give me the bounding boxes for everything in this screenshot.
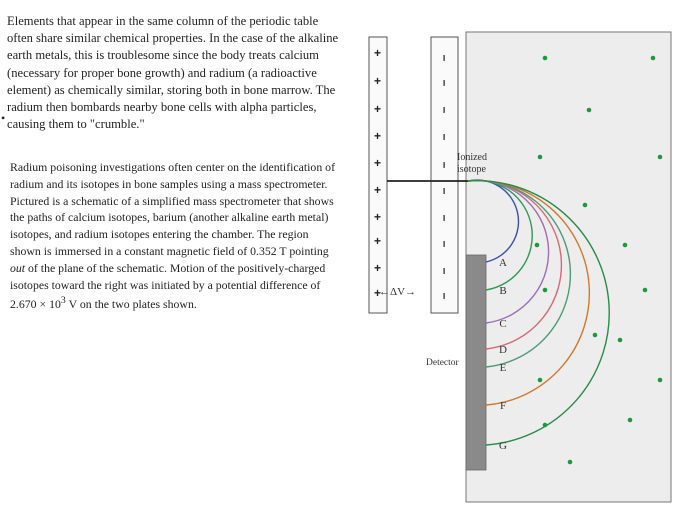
field-dot-1 (543, 56, 548, 61)
path-label-e: E (499, 362, 507, 374)
plus-sign-8: + (374, 234, 382, 248)
field-dot-12 (618, 338, 623, 343)
problem-text-italic: out (10, 260, 26, 275)
bullet-marker: • (1, 111, 6, 125)
field-dot-14 (658, 378, 663, 383)
field-dot-6 (583, 203, 588, 208)
field-dot-10 (643, 288, 648, 293)
path-label-g: G (499, 440, 507, 452)
delta-v-label: ←ΔV→ (379, 286, 417, 298)
field-dot-17 (568, 460, 573, 465)
field-dot-4 (538, 155, 543, 160)
plus-sign-3: + (374, 102, 382, 116)
path-label-c: C (499, 318, 507, 330)
minus-sign-9: – (438, 267, 452, 275)
path-label-b: B (499, 285, 507, 297)
minus-sign-7: – (438, 214, 452, 222)
minus-sign-5: – (438, 161, 452, 169)
plus-sign-10: + (374, 286, 382, 300)
ionized-label: Ionized (457, 152, 487, 163)
plus-sign-4: + (374, 129, 382, 143)
problem-text-exponent: 3 (60, 295, 66, 307)
plus-sign-6: + (374, 183, 382, 197)
isotope-label: isotope (457, 164, 486, 175)
path-label-a: A (499, 257, 507, 269)
minus-sign-1: – (438, 54, 452, 62)
problem-text-part2: of the plane of the schematic. Motion of the positively-charged isotopes toward the right was initiated by a potential difference of 2.670 × 10 (10, 260, 326, 312)
plus-sign-9: + (374, 261, 382, 275)
minus-sign-2: – (438, 79, 452, 87)
field-dot-9 (543, 288, 548, 293)
detector-strip (466, 255, 486, 470)
minus-sign-6: – (438, 187, 452, 195)
field-dot-7 (535, 243, 540, 248)
chamber (466, 32, 671, 502)
plus-sign-5: + (374, 156, 382, 170)
field-dot-11 (593, 333, 598, 338)
minus-sign-10: – (438, 292, 452, 300)
plus-sign-7: + (374, 210, 382, 224)
problem-text-part1: Radium poisoning investigations often center on the identification of radium and its isotopes in bone samples using a mass spectrometer. Pictured is a schematic of a simplified mass spectrometer that shows the paths of calcium isotopes, barium (another alkaline earth metal) isotopes, and radium isotopes entering the chamber. The region shown is immersed in a constant magnetic field of 0.352 T pointing (10, 160, 336, 258)
field-dot-3 (587, 108, 592, 113)
field-dot-2 (651, 56, 656, 61)
minus-sign-8: – (438, 240, 452, 248)
plus-sign-2: + (374, 74, 382, 88)
plus-sign-1: + (374, 46, 382, 60)
field-dot-5 (658, 155, 663, 160)
intro-paragraph: Elements that appear in the same column of the periodic table often share similar chemical properties. In the case of the alkaline earth metals, this is troublesome since the body treats calcium (necessary for proper bone growth) and radium (a radioactive element) as chemically similar, storing both in bone marrow. The radium then bombards nearby bone cells with alpha particles, causing them to "crumble." (7, 14, 339, 132)
field-dot-15 (628, 418, 633, 423)
minus-sign-3: – (438, 106, 452, 114)
detector-label: Detector (426, 358, 459, 368)
field-dot-8 (623, 243, 628, 248)
path-label-f: F (499, 400, 507, 412)
field-dot-16 (543, 423, 548, 428)
problem-text-part3: V on the two plates shown. (65, 297, 197, 312)
path-label-d: D (499, 344, 507, 356)
field-dot-13 (538, 378, 543, 383)
minus-sign-4: – (438, 133, 452, 141)
